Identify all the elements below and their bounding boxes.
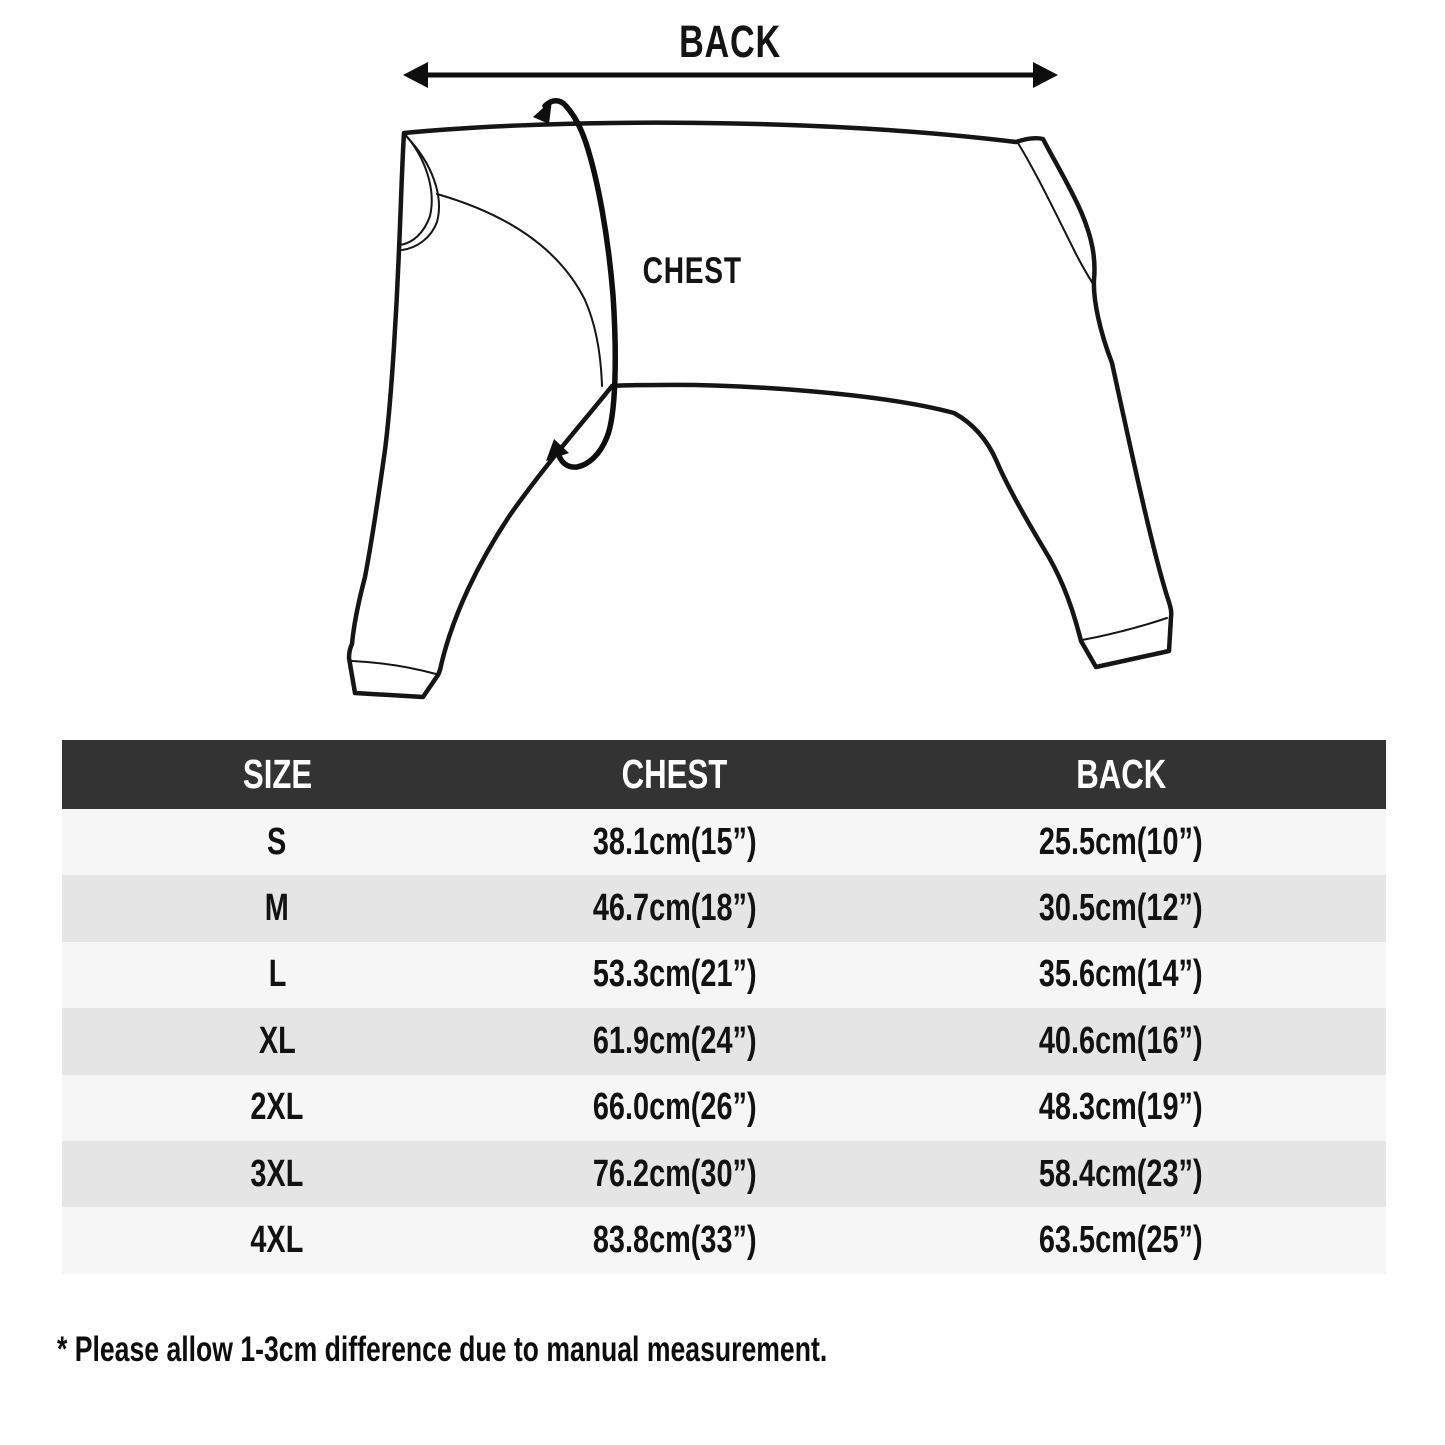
header-size: SIZE — [242, 751, 312, 797]
size-cell: L — [268, 953, 286, 996]
size-cell: 4XL — [250, 1219, 304, 1262]
table-row — [62, 809, 1386, 875]
back-cell: 35.6cm(14”) — [1039, 953, 1204, 996]
table-header-row — [62, 740, 1386, 809]
size-cell: 2XL — [250, 1086, 304, 1129]
chest-cell: 53.3cm(21”) — [592, 953, 757, 996]
table-row — [62, 875, 1386, 941]
back-cell: 30.5cm(12”) — [1039, 887, 1204, 930]
back-cell: 63.5cm(25”) — [1039, 1219, 1204, 1262]
size-table — [62, 740, 1386, 1274]
chest-cell: 66.0cm(26”) — [592, 1086, 757, 1129]
chest-cell: 76.2cm(30”) — [592, 1152, 757, 1195]
back-dimension-label-text: BACK — [679, 16, 781, 67]
garment-outline — [349, 123, 1171, 697]
back-dimension-label — [430, 16, 1030, 68]
chest-cell: 46.7cm(18”) — [592, 887, 757, 930]
size-cell: M — [265, 887, 290, 930]
table-row — [62, 942, 1386, 1008]
back-cell: 48.3cm(19”) — [1039, 1086, 1204, 1129]
table-row — [62, 1141, 1386, 1207]
header-chest: CHEST — [621, 751, 728, 797]
measurement-footnote — [57, 1330, 1357, 1370]
table-row — [62, 1075, 1386, 1141]
back-cell: 58.4cm(23”) — [1039, 1152, 1204, 1195]
size-cell: XL — [258, 1019, 296, 1062]
chest-dimension-label — [592, 250, 792, 292]
measurement-footnote-text: * Please allow 1-3cm difference due to manual measurement. — [57, 1330, 828, 1369]
size-cell: S — [267, 820, 287, 863]
table-row — [62, 1207, 1386, 1273]
size-cell: 3XL — [250, 1152, 304, 1195]
table-row — [62, 1008, 1386, 1074]
chest-dimension-label-text: CHEST — [642, 250, 742, 291]
chest-measure-arrowhead-top — [533, 100, 552, 124]
chest-cell: 83.8cm(33”) — [592, 1219, 757, 1262]
header-back: BACK — [1076, 751, 1167, 797]
chest-cell: 61.9cm(24”) — [592, 1019, 757, 1062]
back-cell: 25.5cm(10”) — [1039, 820, 1204, 863]
chest-cell: 38.1cm(15”) — [592, 820, 757, 863]
back-cell: 40.6cm(16”) — [1039, 1019, 1204, 1062]
